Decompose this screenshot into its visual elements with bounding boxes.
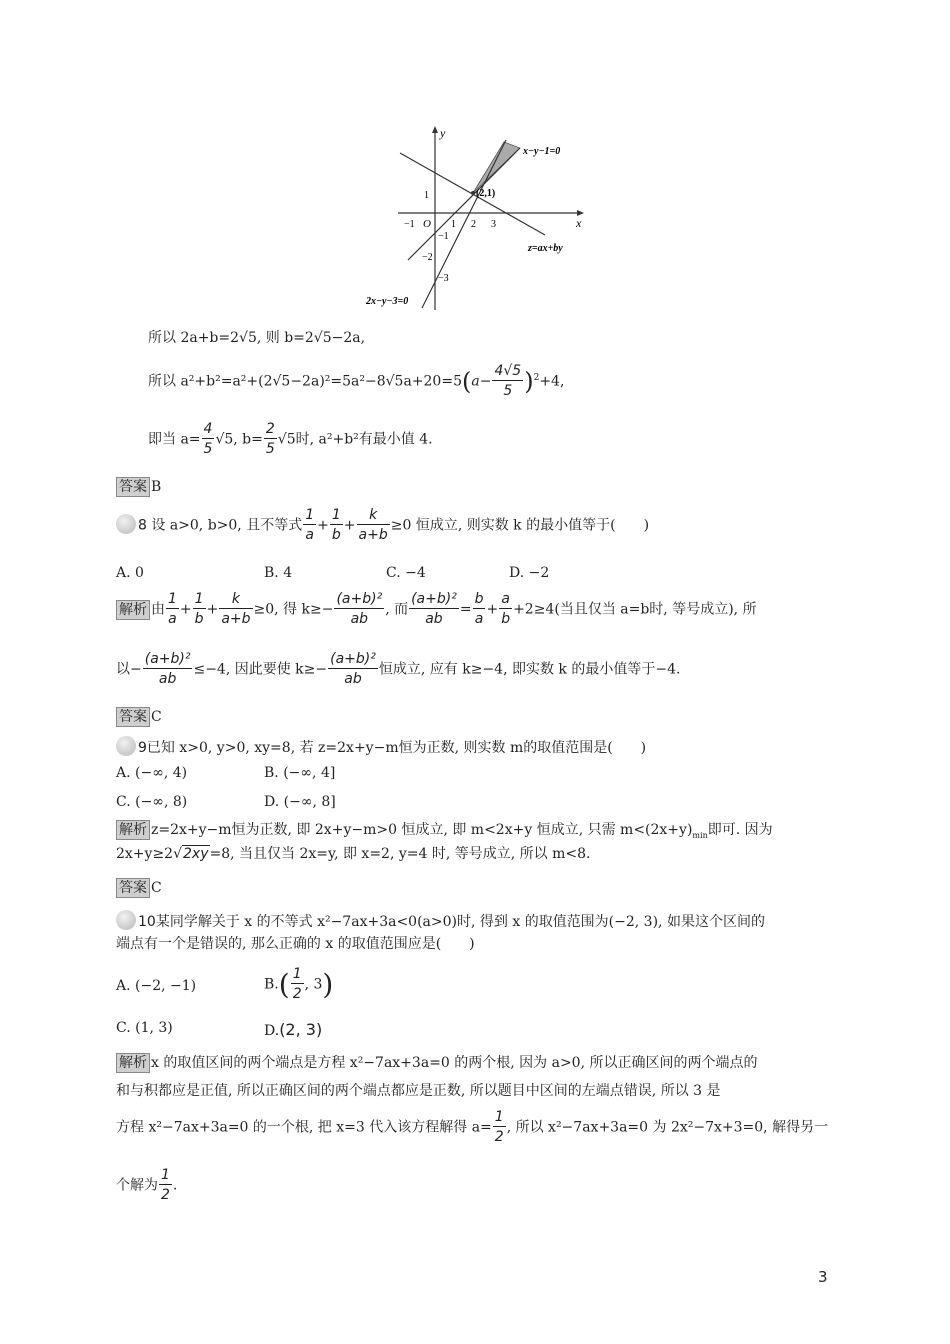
q8-analysis-line-2: [116, 650, 680, 689]
page-number: 3: [818, 1268, 828, 1286]
fraction-4-over-5: $\frac{4}{5}$: [203, 421, 213, 457]
question-marker-icon: [116, 514, 136, 534]
question-marker-icon: [116, 910, 136, 930]
y-tick-m2: −2: [422, 252, 433, 263]
q10-option-c: C. (1, 3): [116, 1020, 173, 1036]
q10-a3b: , 所以 x²−7ax+3a=0 为 2x²−7x+3=0, 解得另一: [506, 1119, 829, 1136]
fraction-1-over-b: $\frac{1}{b}$: [194, 591, 204, 627]
q8-option-d: D. −2: [509, 565, 550, 581]
q8-a5: ≤−4, 因此要使 k≥−: [193, 661, 328, 678]
q8-answer: [116, 707, 162, 727]
fraction-1-over-2: $\frac{1}{2}$: [494, 1109, 504, 1145]
answer-tag: 答案: [116, 707, 150, 727]
line-x-y-1: [408, 148, 520, 260]
q9-option-c: C. (−∞, 8): [116, 794, 188, 810]
x-axis-label: x: [576, 216, 582, 230]
point-label: (2,1): [476, 188, 496, 199]
q9-analysis-line-1: [116, 820, 773, 841]
prev-line-2-text: 所以 a²+b²=a²+(2√5−2a)²=5a²−8√5a+20=5: [148, 373, 462, 390]
answer-value: B: [151, 479, 162, 495]
x-tick-3: 3: [491, 219, 496, 230]
q8-option-c: C. −4: [386, 565, 426, 581]
q8-stem-a: 设 a>0, b>0, 且不等式: [151, 517, 303, 534]
answer-tag: 答案: [116, 477, 150, 497]
q9-a2b: =8, 当且仅当 2x=y, 即 x=2, y=4 时, 等号成立, 所以 m<8.: [209, 846, 591, 862]
q10-analysis-line-4: [116, 1166, 177, 1205]
q9-option-a: A. (−∞, 4): [116, 765, 188, 781]
x-tick-2: 2: [471, 219, 476, 230]
feasible-region-graph: [360, 120, 600, 315]
answer-value: C: [151, 880, 162, 896]
q10-analysis-line-2: 和与积都应是正值, 所以正确区间的两个端点都应是正数, 所以题目中区间的左端点错误, 所以 3 是: [116, 1083, 721, 1099]
q10-option-d-value: (2, 3): [279, 1020, 323, 1039]
line-2-label: 2x−y−3=0: [366, 296, 409, 307]
fraction-2-over-5: $\frac{2}{5}$: [265, 421, 275, 457]
q10-a3a: 方程 x²−7ax+3a=0 的一个根, 把 x=3 代入该方程解得 a=: [116, 1119, 492, 1136]
q10-option-a: A. (−2, −1): [116, 978, 197, 994]
q9-a1-sub: min: [692, 830, 708, 840]
prev-line-2: 所以 a²+b²=a²+(2√5−2a)²=5a²−8√5a+20=5(a− $\frac{4√5}{5}$ )$^2$+4,: [148, 363, 565, 399]
q9-option-b: B. (−∞, 4]: [264, 765, 336, 781]
q9-option-d: D. (−∞, 8]: [264, 794, 336, 810]
question-marker-icon: [116, 736, 136, 756]
q8-a3: +2≥4(当且仅当 a=b时, 等号成立), 所: [513, 601, 757, 618]
q10-analysis-line-3: [116, 1108, 828, 1147]
q10-option-d: [264, 1020, 322, 1041]
prev-line-3-b: √5, b=: [215, 431, 263, 448]
q9-stem: [116, 736, 646, 758]
fraction-1-over-2: $\frac{1}{2}$: [292, 966, 302, 1002]
q9-stem-text: 已知 x>0, y>0, xy=8, 若 z=2x+y−m恒为正数, 则实数 m的取值范围是( ): [146, 740, 647, 756]
fraction-k-over-apb: $\frac{k}{a+b}$: [358, 507, 388, 543]
q8-stem: 8 设 a>0, b>0, 且不等式 $\frac{1}{a}$ + $\frac{1}{b}$ + $\frac{k}{a+b}$ ≥0 恒成立, 则实数 k 的最小值等于( ): [116, 506, 649, 545]
fraction-1-over-a: $\frac{1}{a}$: [305, 507, 315, 543]
point-2-1: [471, 191, 475, 195]
q10-option-b-label: B.: [264, 976, 279, 993]
y-axis-arrow-icon: [432, 126, 438, 133]
y-axis-label: y: [440, 126, 446, 140]
fraction-1-over-b: $\frac{1}{b}$: [331, 507, 341, 543]
x-tick-1: 1: [451, 219, 456, 230]
prev-line-3: [148, 420, 433, 459]
y-tick-1: 1: [424, 190, 429, 201]
q8-a6: 恒成立, 应有 k≥−4, 即实数 k 的最小值等于−4.: [378, 661, 681, 678]
q10-stem-line-2: 端点有一个是错误的, 那么正确的 x 的取值范围应是( ): [116, 936, 475, 952]
q10-a4b: .: [172, 1177, 178, 1194]
q10-option-b-end: , 3: [304, 976, 323, 993]
q10-stem-line-1: [116, 910, 765, 932]
prev-line-1: 所以 2a+b=2√5, 则 b=2√5−2a,: [148, 330, 366, 346]
q9-a1: z=2x+y−m恒为正数, 即 2x+y−m>0 恒成立, 即 m<2x+y 恒成立, 只需 m<(2x+y): [151, 822, 693, 838]
shaded-feasible-region: [473, 142, 520, 193]
x-tick-m1: −1: [404, 219, 415, 230]
q8-number: 8: [138, 517, 147, 534]
objective-label: z=ax+by: [528, 243, 563, 254]
fraction-k-over-apb: $\frac{k}{a+b}$: [221, 591, 251, 627]
q10-a1: x 的取值区间的两个端点是方程 x²−7ax+3a=0 的两个根, 因为 a>0, 所以正确区间的两个端点的: [151, 1055, 758, 1071]
line-1-label: x−y−1=0: [523, 146, 561, 157]
fraction-1-over-a: $\frac{1}{a}$: [168, 591, 177, 627]
q9-a1-end: 即可. 因为: [707, 822, 773, 838]
fraction-b-over-a: $\frac{b}{a}$: [474, 591, 484, 627]
prev-line-3-a: 即当 a=: [148, 431, 201, 448]
fraction-apb-sq-over-ab: $\frac{\text{(a+b)²}}{ab}$: [411, 591, 457, 627]
q10-analysis-line-1: [116, 1053, 758, 1073]
fraction-apb-sq-over-ab: $\frac{\text{(a+b)²}}{ab}$: [336, 591, 383, 627]
q8-option-b: B. 4: [264, 565, 293, 581]
answer-tag: 答案: [116, 878, 150, 898]
q8-stem-b: ≥0 恒成立, 则实数 k 的最小值等于( ): [390, 517, 650, 534]
q8-a1: ≥0, 得 k≥−: [253, 601, 334, 618]
q10-number: 10: [138, 914, 156, 930]
analysis-tag: 解析: [116, 1053, 150, 1073]
analysis-tag: 解析: [116, 600, 150, 620]
answer-value: C: [151, 709, 162, 725]
q9-answer: [116, 878, 162, 898]
fraction-4sqrt5-over-5: $\frac{4√5}{5}$: [494, 363, 522, 399]
fraction-apb-sq-over-ab: $\frac{\text{(a+b)²}}{ab}$: [330, 651, 376, 687]
prev-line-3-c: √5时, a²+b²有最小值 4.: [277, 431, 433, 448]
q10-option-b: B.( $\frac{1}{2}$ , 3): [264, 966, 334, 1002]
q8-option-a: A. 0: [116, 565, 144, 581]
fraction-1-over-2: $\frac{1}{2}$: [161, 1167, 170, 1203]
q10-option-d-label: D.: [264, 1023, 280, 1039]
q8-analysis-line-1: 解析 由 $\frac{1}{a}$ + $\frac{1}{b}$ + $\frac{k}{a+b}$ ≥0, 得 k≥− $\frac{\text{(a+b)²}}{ab}$ , 而 $\frac{\text{(a+b)²}}{ab}$ = $\frac{b}{a}$ + $\frac{a}{b}$ +2≥4(当且仅当 a=b时, 等号成立), 所: [116, 590, 757, 629]
q10-a4a: 个解为: [116, 1177, 158, 1194]
y-tick-m1: −1: [438, 231, 449, 242]
q10-stem-l1: 某同学解关于 x 的不等式 x²−7ax+3a<0(a>0)时, 得到 x 的取值范围为(−2, 3), 如果这个区间的: [155, 914, 765, 930]
q8-a4: 以−: [116, 661, 142, 678]
q8-a2: , 而: [385, 601, 409, 618]
analysis-tag: 解析: [116, 820, 150, 840]
y-tick-m3: −3: [438, 273, 449, 284]
q9-number: 9: [138, 740, 147, 756]
prev-line-2-end: +4,: [539, 373, 565, 390]
prev-answer: [116, 477, 161, 497]
q9-a2a: 2x+y≥2: [116, 846, 174, 862]
fraction-apb-sq-over-ab: $\frac{\text{(a+b)²}}{ab}$: [144, 651, 191, 687]
fraction-a-over-b: $\frac{a}{b}$: [501, 591, 511, 627]
q9-radicand: 2xy: [183, 846, 209, 862]
origin-label: O: [423, 218, 431, 230]
q9-analysis-line-2: 2x+y≥2√2xy=8, 当且仅当 2x=y, 即 x=2, y=4 时, 等号成立, 所以 m<8.: [116, 846, 591, 862]
